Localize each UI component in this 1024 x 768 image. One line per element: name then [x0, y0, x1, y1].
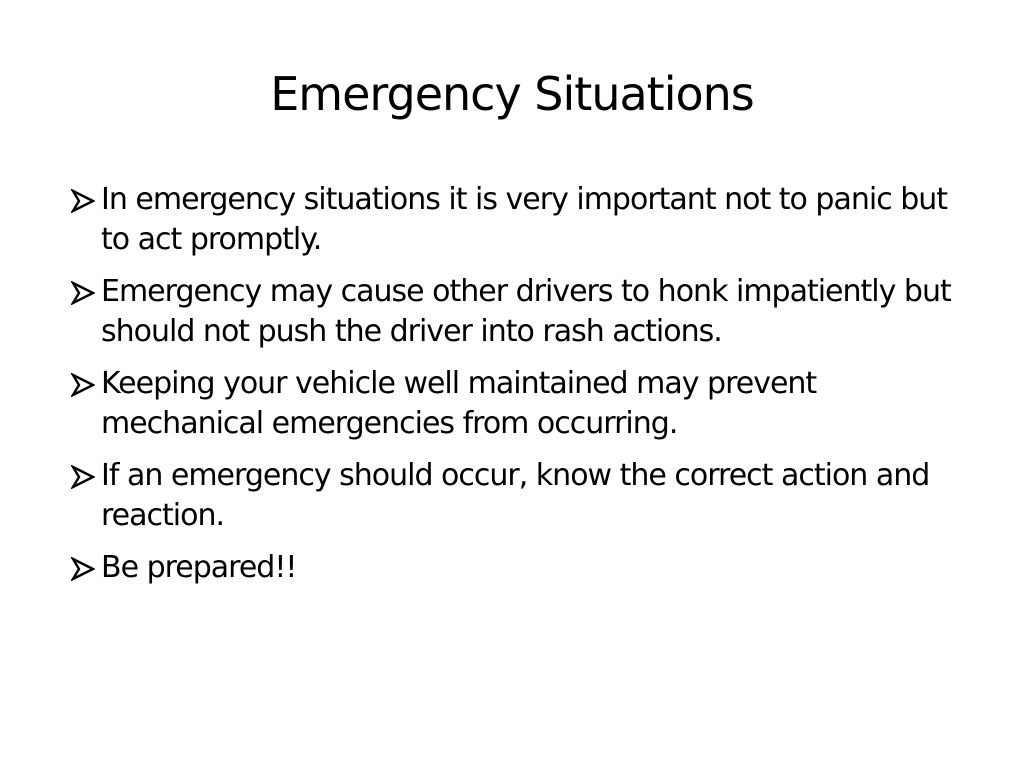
bullet-item [71, 548, 961, 588]
bullet-list [71, 180, 961, 600]
bullet-text: Be prepared!! [101, 550, 297, 585]
bullet-text: In emergency situations it is very important not to panic but to act promptly. [101, 182, 948, 257]
bullet-item [71, 272, 961, 352]
bullet-item [71, 364, 961, 444]
bullet-item [71, 180, 961, 260]
bullet-text: Emergency may cause other drivers to honk impatiently but should not push the driver into rash actions. [101, 274, 951, 349]
slide-title: Emergency Situations [270, 67, 754, 121]
bullet-item [71, 456, 961, 536]
bullet-text: Keeping your vehicle well maintained may prevent mechanical emergencies from occurring. [101, 366, 817, 441]
arrowhead-bullet-icon [71, 557, 95, 581]
arrowhead-bullet-icon [71, 465, 95, 489]
arrowhead-bullet-icon [71, 189, 95, 213]
bullet-text: If an emergency should occur, know the correct action and reaction. [101, 458, 930, 533]
arrowhead-bullet-icon [71, 281, 95, 305]
arrowhead-bullet-icon [71, 373, 95, 397]
